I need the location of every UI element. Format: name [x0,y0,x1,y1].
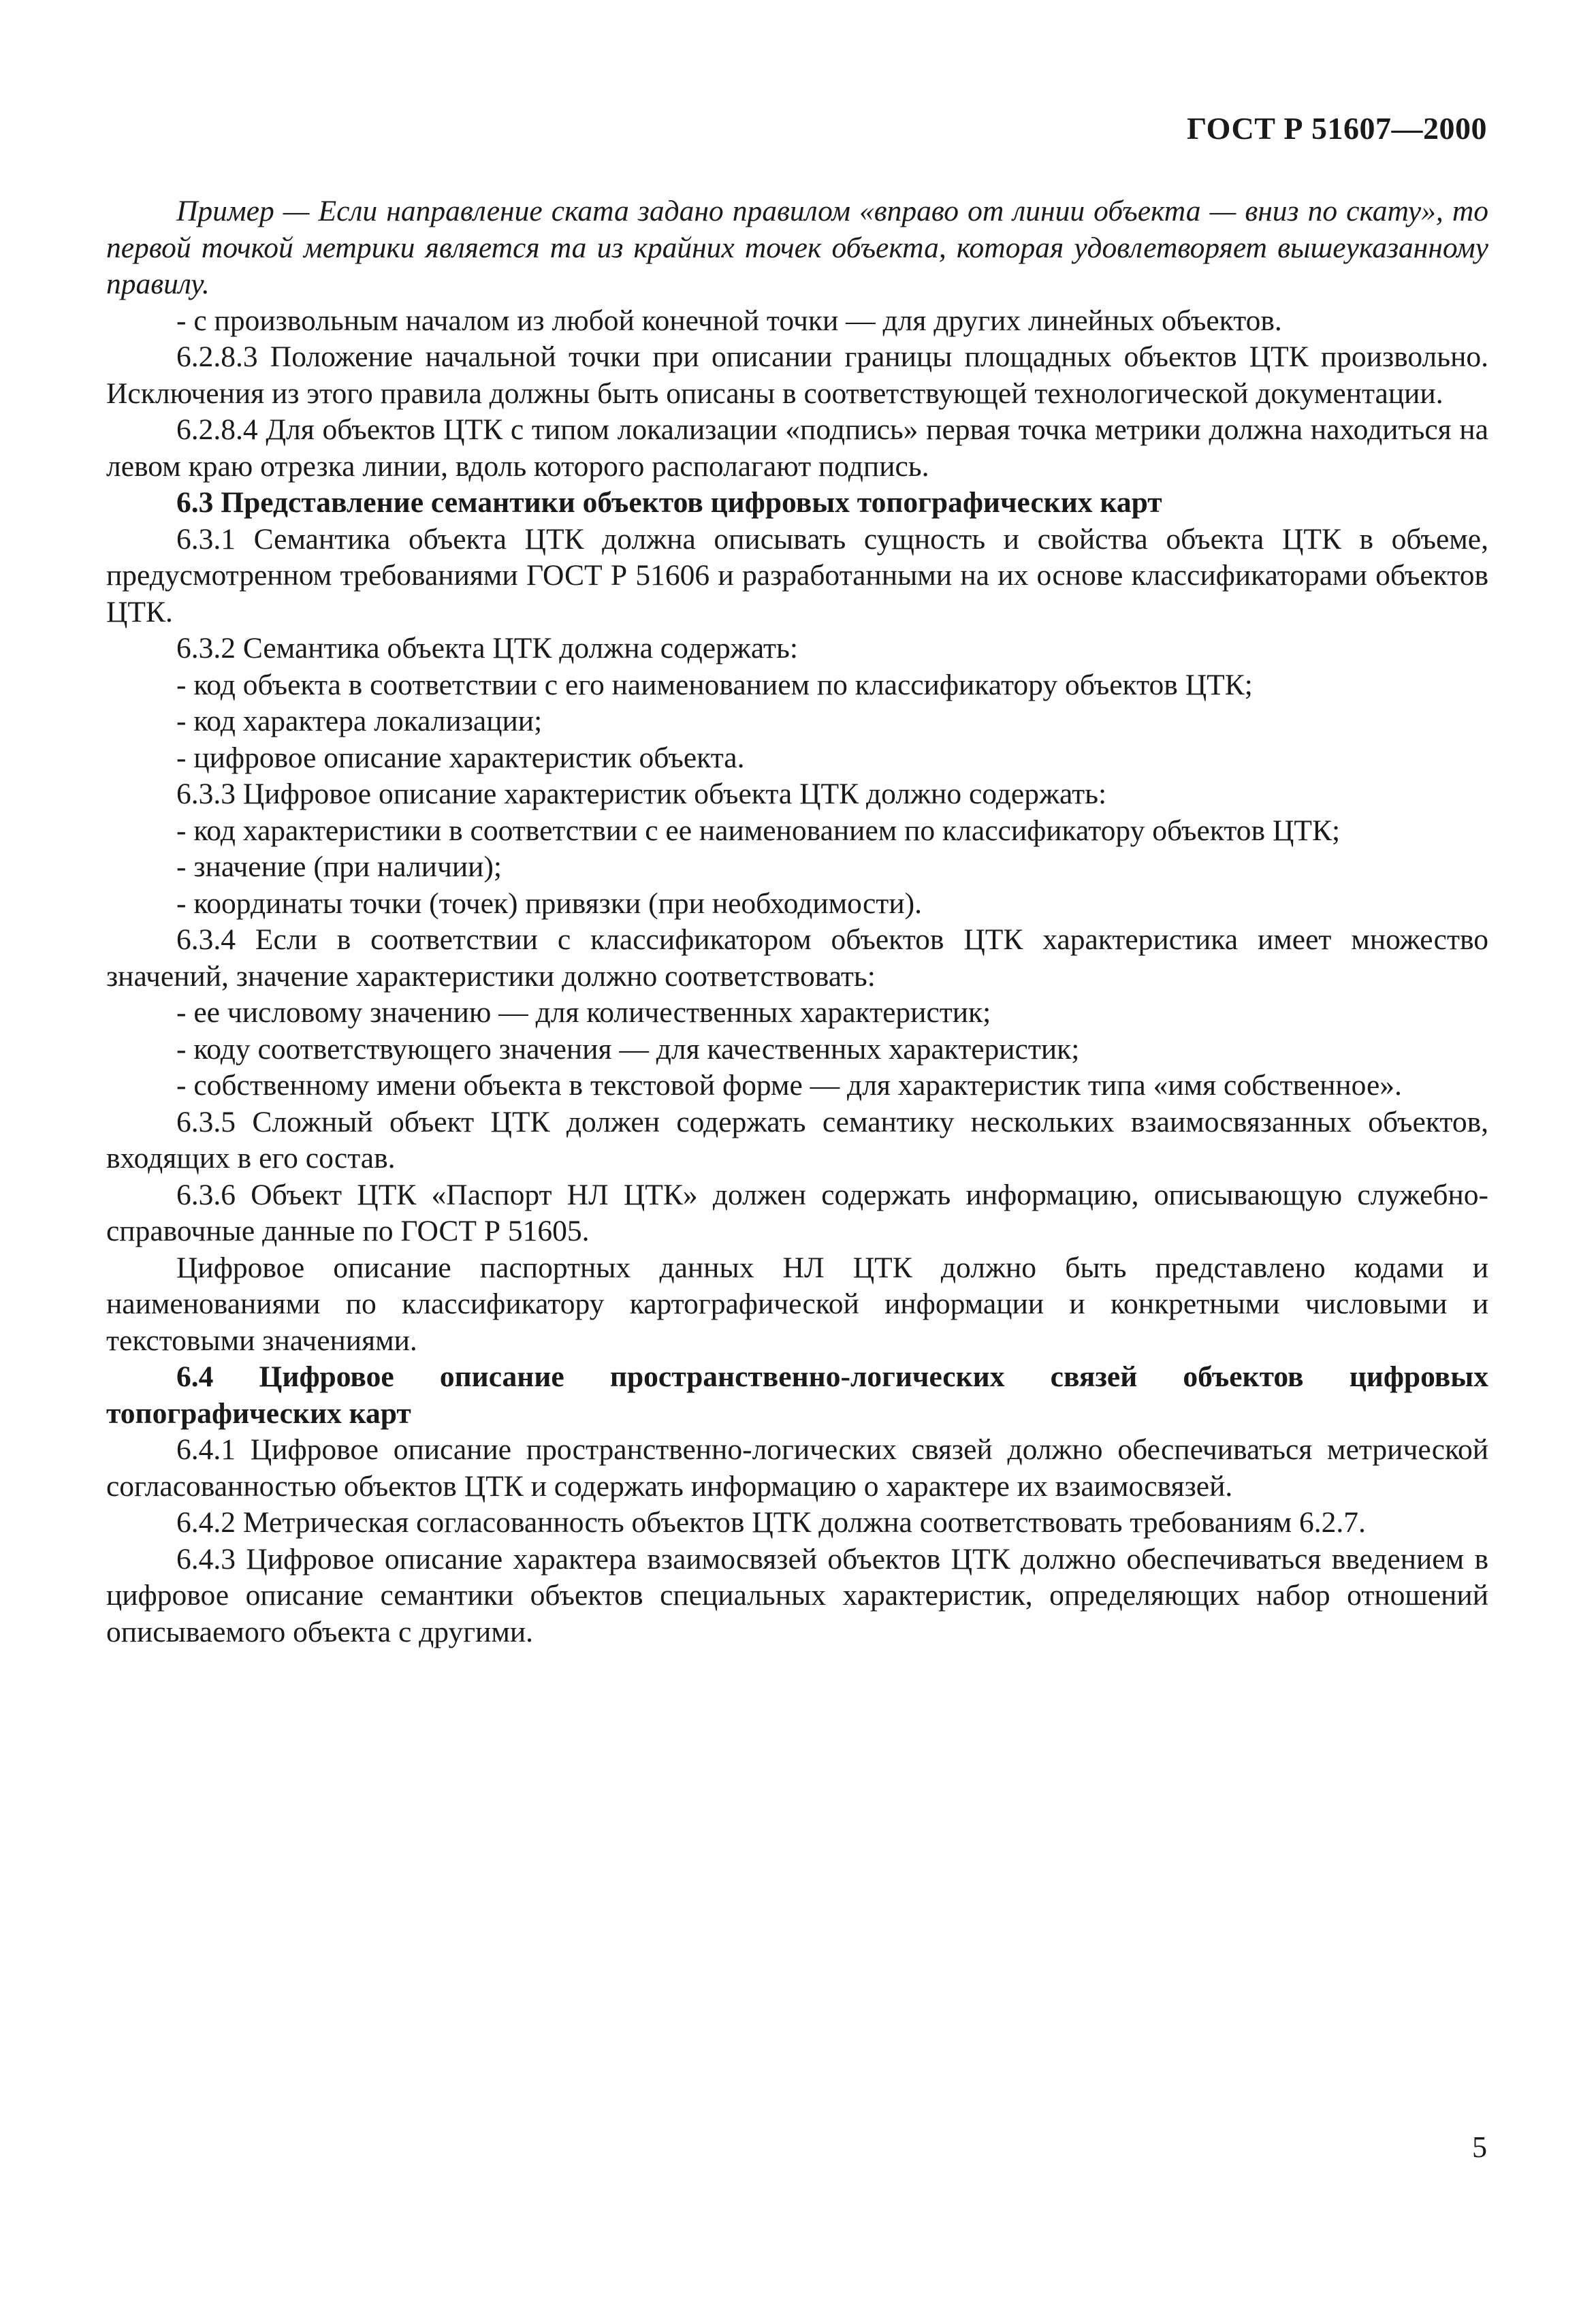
paragraph-6-4-2: 6.4.2 Метрическая согласованность объектов ЦТК должна соответствовать требованиям 6.2.7. [176,1506,1366,1539]
section-heading-6-3: 6.3 Представление семантики объектов цифровых топографических карт [176,486,1162,519]
list-item: - ее числовому значению — для количественных характеристик; [176,996,991,1029]
list-item: - коду соответствующего значения — для качественных характеристик; [176,1032,1080,1066]
list-item: - код объекта в соответствии с его наименованием по классификатору объектов ЦТК; [176,668,1253,701]
list-item: - код характеристики в соответствии с ее наименованием по классификатору объектов ЦТК; [176,814,1341,847]
document-body [106,193,1488,1650]
paragraph-6-3-4: 6.3.4 Если в соответствии с классификатором объектов ЦТК характеристика имеет множество значений, значение характеристики должно соответствовать: [106,923,1488,993]
list-item: - цифровое описание характеристик объекта. [176,741,745,774]
paragraph-6-4-1: 6.4.1 Цифровое описание пространственно-логических связей должно обеспечиваться метрической согласованностью объектов ЦТК и содержать информацию о характере их взаимосвязей. [106,1433,1488,1503]
paragraph-passport-data: Цифровое описание паспортных данных НЛ ЦТК должно быть представлено кодами и наименованиями по классификатору картографической информации и конкретными числовыми и текстовыми значениями. [106,1251,1488,1357]
paragraph-6-4-3: 6.4.3 Цифровое описание характера взаимосвязей объектов ЦТК должно обеспечиваться введением в цифровое описание семантики объектов специальных характеристик, определяющих набор отношений описываемого объекта с другими. [106,1542,1488,1648]
paragraph-6-3-1: 6.3.1 Семантика объекта ЦТК должна описывать сущность и свойства объекта ЦТК в объеме, предусмотренном требованиями ГОСТ Р 51606 и разработанными на их основе классификаторами объектов ЦТК. [106,522,1488,628]
list-item: - собственному имени объекта в текстовой форме — для характеристик типа «имя собственное». [176,1069,1402,1102]
example-note: Пример — Если направление ската задано правилом «вправо от линии объекта — вниз по скату», то первой точкой метрики является та из крайних точек объекта, которая удовлетворяет вышеуказанному правилу. [106,195,1488,300]
list-item: - координаты точки (точек) привязки (при необходимости). [176,887,922,920]
list-item: - значение (при наличии); [176,850,502,883]
paragraph-6-3-3: 6.3.3 Цифровое описание характеристик объекта ЦТК должно содержать: [176,778,1107,810]
document-header: ГОСТ Р 51607—2000 [1187,111,1487,146]
paragraph-6-2-8-3: 6.2.8.3 Положение начальной точки при описании границы площадных объектов ЦТК произвольно. Исключения из этого правила должны быть описаны в соответствующей технологической документации. [106,340,1488,410]
paragraph-6-3-6: 6.3.6 Объект ЦТК «Паспорт НЛ ЦТК» должен содержать информацию, описывающую служебно-справочные данные по ГОСТ Р 51605. [106,1178,1488,1247]
paragraph-6-3-5: 6.3.5 Сложный объект ЦТК должен содержать семантику нескольких взаимосвязанных объектов, входящих в его состав. [106,1105,1488,1175]
list-item: - с произвольным началом из любой конечной точки — для других линейных объектов. [176,304,1282,337]
paragraph-6-2-8-4: 6.2.8.4 Для объектов ЦТК с типом локализации «подпись» первая точка метрики должна находиться на левом краю отрезка линии, вдоль которого располагают подпись. [106,413,1488,483]
section-heading-6-4: 6.4 Цифровое описание пространственно-логических связей объектов цифровых топографических карт [106,1360,1488,1430]
list-item: - код характера локализации; [176,705,543,737]
page-number: 5 [1472,2130,1487,2164]
paragraph-6-3-2: 6.3.2 Семантика объекта ЦТК должна содержать: [176,632,798,665]
